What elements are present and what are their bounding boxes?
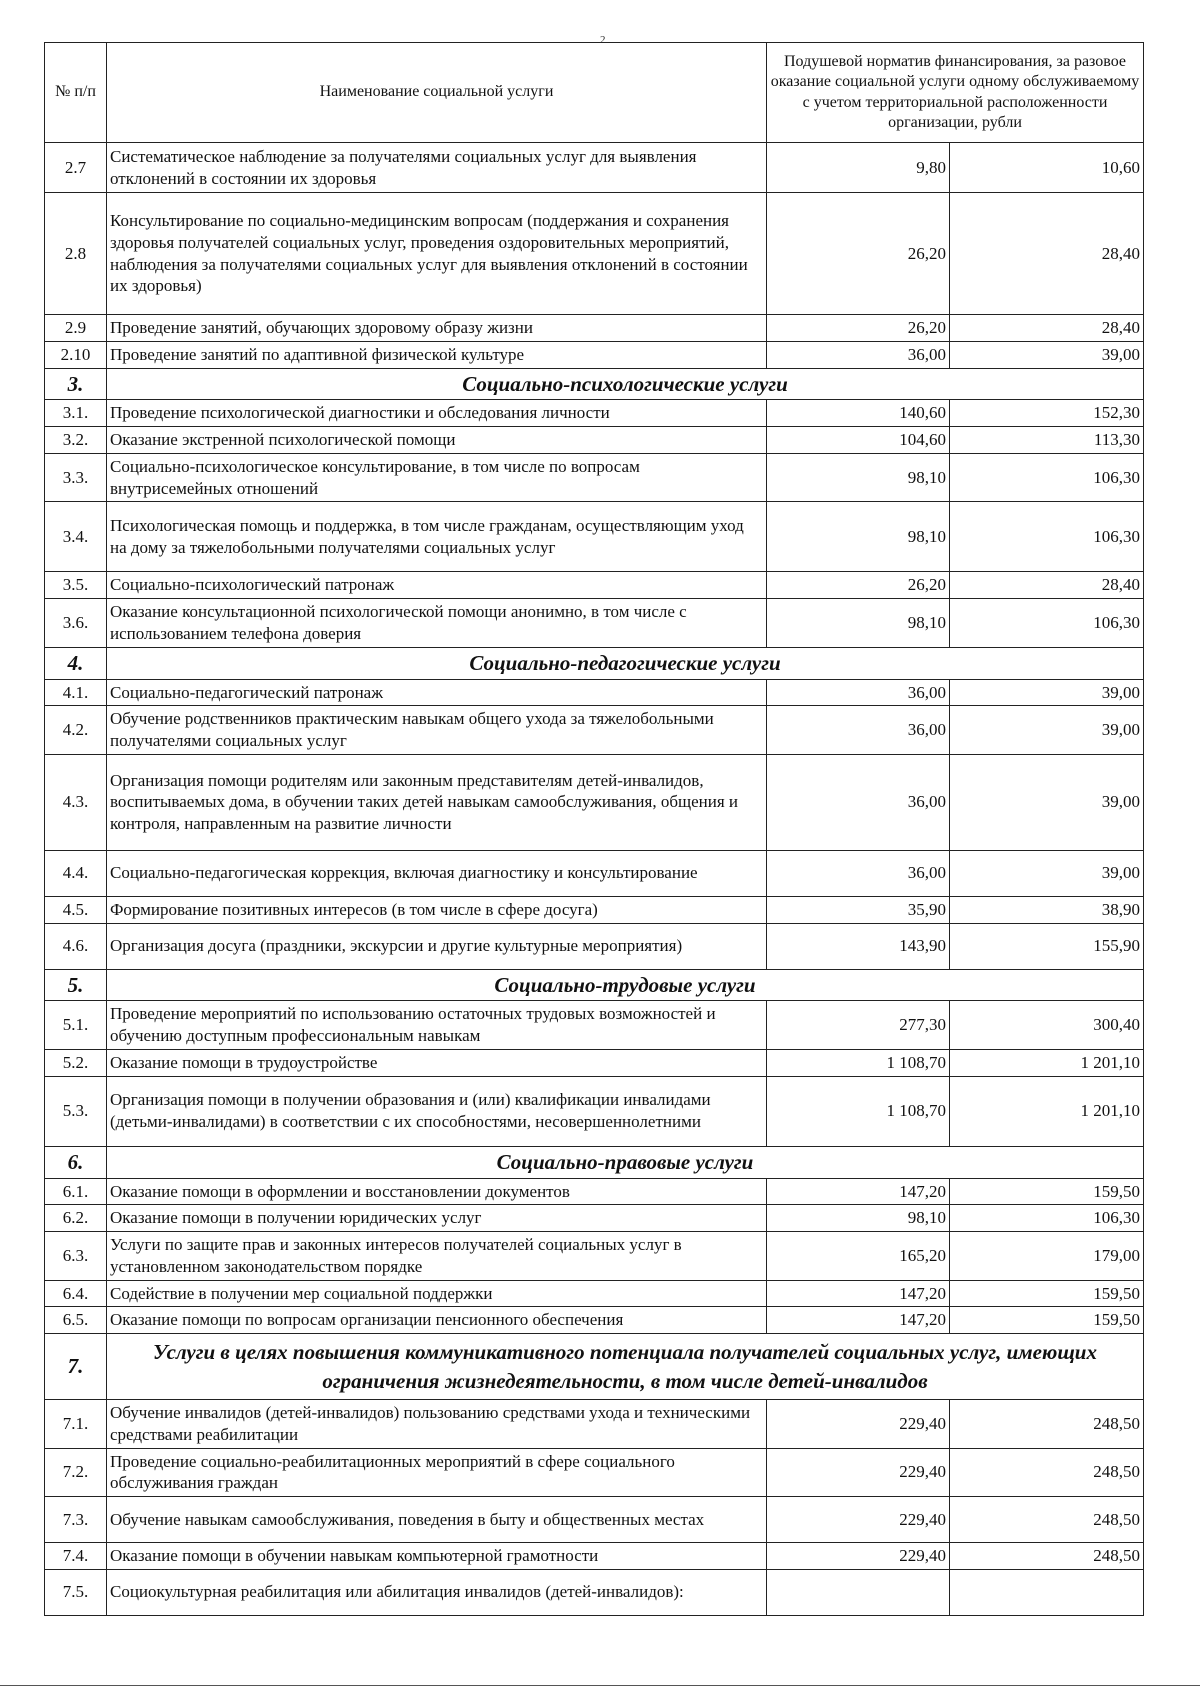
- service-name: Организация помощи в получении образования и (или) квалификации инвалидами (детьми-инвалидами) в соответствии с их способностями, несовершеннолетними: [107, 1076, 767, 1146]
- rate-value-2: [950, 1569, 1144, 1615]
- rate-value-2: 38,90: [950, 896, 1144, 923]
- service-name: Обучение инвалидов (детей-инвалидов) пользованию средствами ухода и техническими средствами реабилитации: [107, 1400, 767, 1449]
- table-row: [45, 1569, 1144, 1615]
- table-row: [45, 599, 1144, 648]
- section-number: 4.: [45, 647, 107, 679]
- service-name: Оказание экстренной психологической помощи: [107, 427, 767, 454]
- service-name: Социально-педагогическая коррекция, включая диагностику и консультирование: [107, 850, 767, 896]
- services-table: [44, 42, 1144, 1616]
- rate-value-2: 159,50: [950, 1178, 1144, 1205]
- section-number: 7.: [45, 1334, 107, 1400]
- service-name: Социально-педагогический патронаж: [107, 679, 767, 706]
- row-number: 5.1.: [45, 1001, 107, 1050]
- section-title: Социально-трудовые услуги: [107, 969, 1144, 1001]
- service-name: Содействие в получении мер социальной поддержки: [107, 1280, 767, 1307]
- rate-value-1: 147,20: [767, 1280, 950, 1307]
- rate-value-1: 1 108,70: [767, 1076, 950, 1146]
- row-number: 4.2.: [45, 706, 107, 755]
- service-name: Психологическая помощь и поддержка, в том числе гражданам, осуществляющим уход на дому за тяжелобольными получателями социальных услуг: [107, 502, 767, 572]
- row-number: 2.7: [45, 143, 107, 193]
- rate-value-1: 229,40: [767, 1400, 950, 1449]
- row-number: 4.6.: [45, 923, 107, 969]
- rate-value-1: 277,30: [767, 1001, 950, 1050]
- row-number: 2.9: [45, 315, 107, 342]
- page-number: 2: [600, 34, 606, 46]
- service-name: Формирование позитивных интересов (в том числе в сфере досуга): [107, 896, 767, 923]
- row-number: 2.8: [45, 193, 107, 315]
- rate-value-1: 147,20: [767, 1178, 950, 1205]
- row-number: 6.4.: [45, 1280, 107, 1307]
- row-number: 6.3.: [45, 1232, 107, 1281]
- section-row: [45, 1334, 1144, 1400]
- service-name: Услуги по защите прав и законных интересов получателей социальных услуг в установленном законодательством порядке: [107, 1232, 767, 1281]
- row-number: 3.4.: [45, 502, 107, 572]
- row-number: 6.2.: [45, 1205, 107, 1232]
- row-number: 7.3.: [45, 1497, 107, 1543]
- table-row: [45, 143, 1144, 193]
- table-row: [45, 1076, 1144, 1146]
- table-row: [45, 1543, 1144, 1570]
- rate-value-1: 36,00: [767, 706, 950, 755]
- row-number: 3.3.: [45, 453, 107, 502]
- service-name: Оказание помощи в обучении навыкам компьютерной грамотности: [107, 1543, 767, 1570]
- rate-value-2: 39,00: [950, 679, 1144, 706]
- rate-value-2: 300,40: [950, 1001, 1144, 1050]
- row-number: 7.2.: [45, 1448, 107, 1497]
- rate-value-2: 106,30: [950, 1205, 1144, 1232]
- rate-value-2: 248,50: [950, 1448, 1144, 1497]
- row-number: 5.2.: [45, 1049, 107, 1076]
- service-name: Обучение навыкам самообслуживания, поведения в быту и общественных местах: [107, 1497, 767, 1543]
- rate-value-2: 106,30: [950, 599, 1144, 648]
- table-row: [45, 341, 1144, 368]
- service-name: Обучение родственников практическим навыкам общего ухода за тяжелобольными получателями социальных услуг: [107, 706, 767, 755]
- rate-value-2: 39,00: [950, 706, 1144, 755]
- rate-value-1: 36,00: [767, 850, 950, 896]
- table-row: [45, 502, 1144, 572]
- table-row: [45, 679, 1144, 706]
- row-number: 4.1.: [45, 679, 107, 706]
- header-name: Наименование социальной услуги: [107, 43, 767, 143]
- rate-value-2: 10,60: [950, 143, 1144, 193]
- rate-value-1: 229,40: [767, 1543, 950, 1570]
- rate-value-2: 248,50: [950, 1543, 1144, 1570]
- rate-value-1: 229,40: [767, 1448, 950, 1497]
- section-row: [45, 1146, 1144, 1178]
- table-row: [45, 1400, 1144, 1449]
- table-row: [45, 923, 1144, 969]
- rate-value-1: 98,10: [767, 599, 950, 648]
- rate-value-1: 104,60: [767, 427, 950, 454]
- row-number: 7.1.: [45, 1400, 107, 1449]
- section-row: [45, 647, 1144, 679]
- section-number: 5.: [45, 969, 107, 1001]
- rate-value-1: 140,60: [767, 400, 950, 427]
- table-row: [45, 1280, 1144, 1307]
- rate-value-1: 165,20: [767, 1232, 950, 1281]
- row-number: 3.1.: [45, 400, 107, 427]
- rate-value-1: 98,10: [767, 502, 950, 572]
- row-number: 3.5.: [45, 572, 107, 599]
- table-row: [45, 1448, 1144, 1497]
- rate-value-2: 159,50: [950, 1307, 1144, 1334]
- service-name: Оказание консультационной психологической помощи анонимно, в том числе с использованием телефона доверия: [107, 599, 767, 648]
- table-header-row: [45, 43, 1144, 143]
- table-row: [45, 1001, 1144, 1050]
- row-number: 7.4.: [45, 1543, 107, 1570]
- row-number: 5.3.: [45, 1076, 107, 1146]
- table-row: [45, 1497, 1144, 1543]
- rate-value-1: 26,20: [767, 193, 950, 315]
- service-name: Оказание помощи в оформлении и восстановлении документов: [107, 1178, 767, 1205]
- section-row: [45, 969, 1144, 1001]
- rate-value-2: 248,50: [950, 1400, 1144, 1449]
- rate-value-1: 36,00: [767, 341, 950, 368]
- rate-value-2: 1 201,10: [950, 1049, 1144, 1076]
- row-number: 6.5.: [45, 1307, 107, 1334]
- table-row: [45, 896, 1144, 923]
- service-name: Проведение занятий, обучающих здоровому образу жизни: [107, 315, 767, 342]
- section-number: 3.: [45, 368, 107, 400]
- table-row: [45, 427, 1144, 454]
- rate-value-2: 106,30: [950, 453, 1144, 502]
- rate-value-1: 35,90: [767, 896, 950, 923]
- rate-value-2: 179,00: [950, 1232, 1144, 1281]
- rate-value-1: 147,20: [767, 1307, 950, 1334]
- row-number: 7.5.: [45, 1569, 107, 1615]
- service-name: Проведение занятий по адаптивной физической культуре: [107, 341, 767, 368]
- rate-value-1: 36,00: [767, 679, 950, 706]
- row-number: 3.6.: [45, 599, 107, 648]
- section-title: Услуги в целях повышения коммуникативного потенциала получателей социальных услуг, имеющих ограничения жизнедеятельности, в том числе детей-инвалидов: [107, 1334, 1144, 1400]
- service-name: Систематическое наблюдение за получателями социальных услуг для выявления отклонений в состоянии их здоровья: [107, 143, 767, 193]
- rate-value-1: 9,80: [767, 143, 950, 193]
- rate-value-2: 155,90: [950, 923, 1144, 969]
- rate-value-1: 98,10: [767, 1205, 950, 1232]
- table-row: [45, 453, 1144, 502]
- service-name: Проведение мероприятий по использованию остаточных трудовых возможностей и обучению доступным профессиональным навыкам: [107, 1001, 767, 1050]
- rate-value-1: 143,90: [767, 923, 950, 969]
- rate-value-2: 106,30: [950, 502, 1144, 572]
- row-number: 4.3.: [45, 754, 107, 850]
- rate-value-2: 159,50: [950, 1280, 1144, 1307]
- table-row: [45, 315, 1144, 342]
- service-name: Проведение психологической диагностики и обследования личности: [107, 400, 767, 427]
- rate-value-1: [767, 1569, 950, 1615]
- service-name: Проведение социально-реабилитационных мероприятий в сфере социального обслуживания граждан: [107, 1448, 767, 1497]
- row-number: 4.4.: [45, 850, 107, 896]
- table-row: [45, 193, 1144, 315]
- rate-value-2: 1 201,10: [950, 1076, 1144, 1146]
- rate-value-2: 113,30: [950, 427, 1144, 454]
- rate-value-1: 98,10: [767, 453, 950, 502]
- rate-value-2: 28,40: [950, 315, 1144, 342]
- rate-value-1: 36,00: [767, 754, 950, 850]
- service-name: Социокультурная реабилитация или абилитация инвалидов (детей-инвалидов):: [107, 1569, 767, 1615]
- service-name: Социально-психологическое консультирование, в том числе по вопросам внутрисемейных отношений: [107, 453, 767, 502]
- table-row: [45, 1049, 1144, 1076]
- section-number: 6.: [45, 1146, 107, 1178]
- table-row: [45, 754, 1144, 850]
- section-title: Социально-психологические услуги: [107, 368, 1144, 400]
- rate-value-2: 39,00: [950, 754, 1144, 850]
- table-row: [45, 572, 1144, 599]
- header-num: № п/п: [45, 43, 107, 143]
- rate-value-2: 39,00: [950, 850, 1144, 896]
- row-number: 3.2.: [45, 427, 107, 454]
- rate-value-2: 39,00: [950, 341, 1144, 368]
- rate-value-1: 26,20: [767, 572, 950, 599]
- rate-value-2: 152,30: [950, 400, 1144, 427]
- row-number: 4.5.: [45, 896, 107, 923]
- section-row: [45, 368, 1144, 400]
- rate-value-1: 26,20: [767, 315, 950, 342]
- rate-value-2: 28,40: [950, 572, 1144, 599]
- header-rate: Подушевой норматив финансирования, за разовое оказание социальной услуги одному обслуживаемому с учетом территориальной расположенности организации, рубли: [767, 43, 1144, 143]
- rate-value-2: 28,40: [950, 193, 1144, 315]
- rate-value-1: 229,40: [767, 1497, 950, 1543]
- service-name: Социально-психологический патронаж: [107, 572, 767, 599]
- service-name: Оказание помощи в получении юридических услуг: [107, 1205, 767, 1232]
- rate-value-2: 248,50: [950, 1497, 1144, 1543]
- row-number: 2.10: [45, 341, 107, 368]
- rate-value-1: 1 108,70: [767, 1049, 950, 1076]
- table-row: [45, 1205, 1144, 1232]
- row-number: 6.1.: [45, 1178, 107, 1205]
- table-row: [45, 706, 1144, 755]
- service-name: Оказание помощи в трудоустройстве: [107, 1049, 767, 1076]
- table-row: [45, 1307, 1144, 1334]
- table-row: [45, 850, 1144, 896]
- service-name: Консультирование по социально-медицинским вопросам (поддержания и сохранения здоровья получателей социальных услуг, проведения оздоровительных мероприятий, наблюдения за получателями социальных услуг для выявления отклонений в состоянии их здоровья): [107, 193, 767, 315]
- table-row: [45, 1232, 1144, 1281]
- section-title: Социально-педагогические услуги: [107, 647, 1144, 679]
- service-name: Организация досуга (праздники, экскурсии и другие культурные мероприятия): [107, 923, 767, 969]
- bottom-rule: [0, 1685, 1200, 1686]
- service-name: Оказание помощи по вопросам организации пенсионного обеспечения: [107, 1307, 767, 1334]
- section-title: Социально-правовые услуги: [107, 1146, 1144, 1178]
- service-name: Организация помощи родителям или законным представителям детей-инвалидов, воспитываемых дома, в обучении таких детей навыкам самообслуживания, общения и контроля, направленным на развитие личности: [107, 754, 767, 850]
- table-row: [45, 400, 1144, 427]
- table-row: [45, 1178, 1144, 1205]
